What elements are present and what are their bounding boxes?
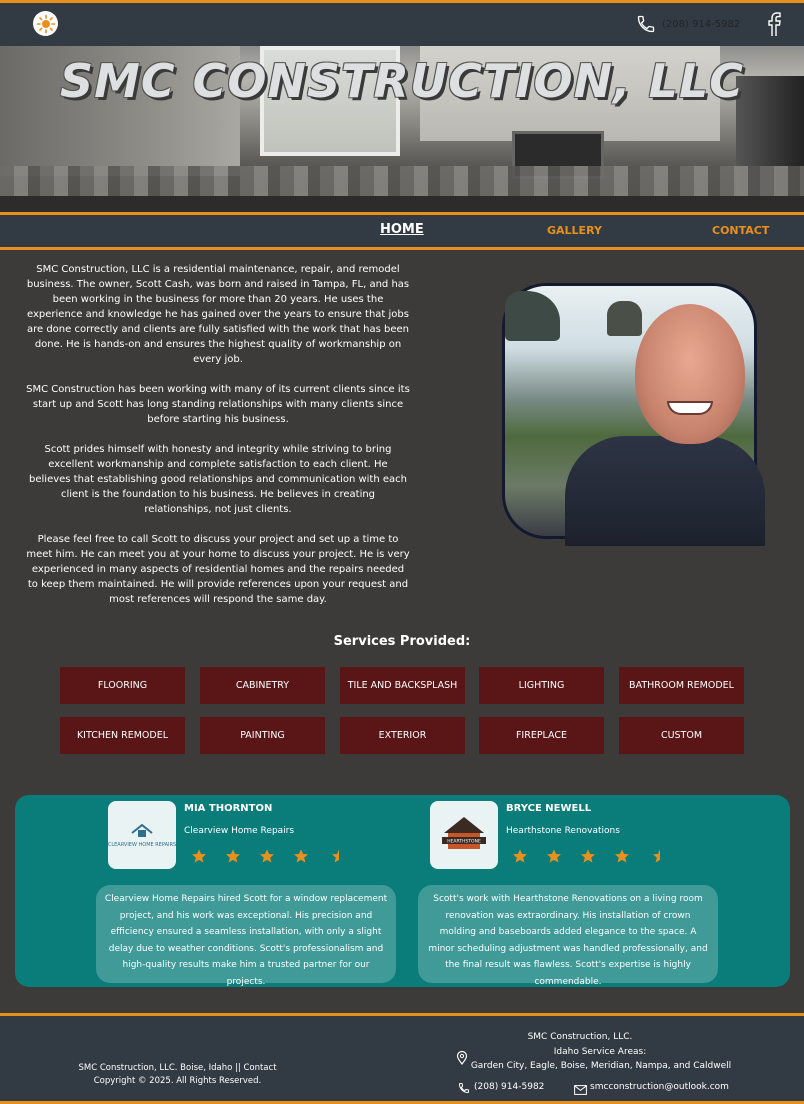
nav-home[interactable]: HOME — [380, 222, 424, 237]
photo-shirt — [565, 436, 765, 546]
nav-contact[interactable]: CONTACT — [712, 224, 770, 237]
footer-areas-title: Idaho Service Areas: — [553, 1047, 647, 1057]
service-custom[interactable]: CUSTOM — [619, 717, 744, 754]
footer-company: SMC Construction, LLC. — [527, 1032, 633, 1042]
hero-image-counter — [0, 196, 804, 212]
star-icon — [512, 848, 528, 864]
star-icon — [293, 848, 309, 864]
photo-smile — [667, 401, 713, 415]
photo-rock — [505, 291, 560, 341]
half-star-icon — [327, 848, 343, 864]
reviews-section — [15, 795, 790, 987]
service-bathroom-remodel[interactable]: BATHROOM REMODEL — [619, 667, 744, 704]
star-icon — [580, 848, 596, 864]
star-icon — [259, 848, 275, 864]
about-paragraph: Scott prides himself with honesty and integrity while striving to bring excellent workmanship and complete satisfaction to each client. He believes that establishing good relationships and communication with each client is the foundation to his business. He believes in creating relationships, not just clients. — [29, 444, 407, 515]
star-icon — [546, 848, 562, 864]
reviewer-company: Clearview Home Repairs — [184, 826, 295, 836]
facebook-icon[interactable] — [767, 12, 781, 40]
service-tile-backsplash[interactable]: TILE AND BACKSPLASH — [340, 667, 465, 704]
hero-title: SMC CONSTRUCTION, LLC — [59, 54, 745, 108]
sun-logo-icon[interactable] — [33, 11, 58, 36]
footer-areas-list: Garden City, Eagle, Boise, Meridian, Nampa, and Caldwell — [470, 1061, 732, 1071]
reviewer-name: MIA THORNTON — [184, 803, 273, 814]
owner-photo — [502, 283, 757, 539]
hearthstone-logo — [430, 801, 498, 869]
about-text — [26, 262, 410, 622]
star-icon — [225, 848, 241, 864]
clearview-logo — [108, 801, 176, 869]
half-star-icon — [648, 848, 664, 864]
about-paragraph: Please feel free to call Scott to discuss your project and set up a time to meet him. He can meet you at your home to discuss your project. He is very experienced in many aspects of residential homes and the repairs needed to keep them maintained. He will provide references upon your request and most references will respond the same day. — [26, 534, 410, 605]
nav-gallery[interactable]: GALLERY — [547, 224, 602, 237]
footer — [0, 1013, 804, 1104]
rating-stars — [512, 848, 664, 864]
footer-left — [70, 1062, 285, 1088]
clearview-logo-text: CLEARVIEW HOME REPAIRS — [107, 842, 177, 848]
service-kitchen-remodel[interactable]: KITCHEN REMODEL — [60, 717, 185, 754]
service-fireplace[interactable]: FIREPLACE — [479, 717, 604, 754]
services-heading: Services Provided: — [333, 634, 471, 649]
footer-email[interactable]: smcconstruction@outlook.com — [590, 1082, 729, 1092]
header-phone-link[interactable] — [636, 14, 740, 34]
envelope-icon — [574, 1080, 587, 1099]
service-exterior[interactable]: EXTERIOR — [340, 717, 465, 754]
reviewer-name: BRYCE NEWELL — [506, 803, 592, 814]
star-icon — [614, 848, 630, 864]
hero-banner — [0, 46, 804, 212]
main-nav — [0, 212, 804, 250]
service-painting[interactable]: PAINTING — [200, 717, 325, 754]
about-paragraph: SMC Construction has been working with many of its current clients since its start up and Scott has long standing relationships with many clients since before starting his business. — [26, 384, 410, 425]
footer-copyright: Copyright © 2025. All Rights Reserved. — [93, 1076, 262, 1086]
about-paragraph: SMC Construction, LLC is a residential maintenance, repair, and remodel business. The owner, Scott Cash, was born and raised in Tampa, FL, and has been working in the business for more than 20 years. He uses the experience and knowledge he has gained over the years to ensure that jobs are done correctly and clients are fully satisfied with the work that has been done. He is hands-on and ensures the highest quality of workmanship on every job. — [26, 264, 410, 365]
phone-icon — [636, 14, 656, 34]
reviewer-company: Hearthstone Renovations — [506, 826, 620, 836]
hearthstone-logo-text: HEARTHSTONE — [447, 839, 481, 845]
header-phone-number: (208) 914-5982 — [662, 18, 741, 30]
photo-rock — [607, 301, 642, 336]
rating-stars — [191, 848, 343, 864]
review-text: Scott's work with Hearthstone Renovations on a living room renovation was extraordinary. His installation of crown molding and baseboards added elegance to the space. A minor scheduling adjustment was handled professionally, and the final result was flawless. Scott's expertise is highly commendable. — [418, 885, 718, 983]
service-flooring[interactable]: FLOORING — [60, 667, 185, 704]
photo-head — [635, 304, 745, 444]
service-cabinetry[interactable]: CABINETRY — [200, 667, 325, 704]
star-icon — [191, 848, 207, 864]
phone-icon — [458, 1079, 470, 1098]
top-bar — [0, 0, 804, 46]
footer-phone[interactable]: (208) 914-5982 — [474, 1082, 545, 1092]
review-text: Clearview Home Repairs hired Scott for a window replacement project, and his work was exceptional. His precision and efficiency ensured a seamless installation, with only a slight delay due to weather conditions. Scott's professionalism and high-quality results make him a trusted partner for our projects. — [96, 885, 396, 983]
service-lighting[interactable]: LIGHTING — [479, 667, 604, 704]
footer-address-line[interactable]: SMC Construction, LLC. Boise, Idaho || Contact — [78, 1063, 277, 1073]
